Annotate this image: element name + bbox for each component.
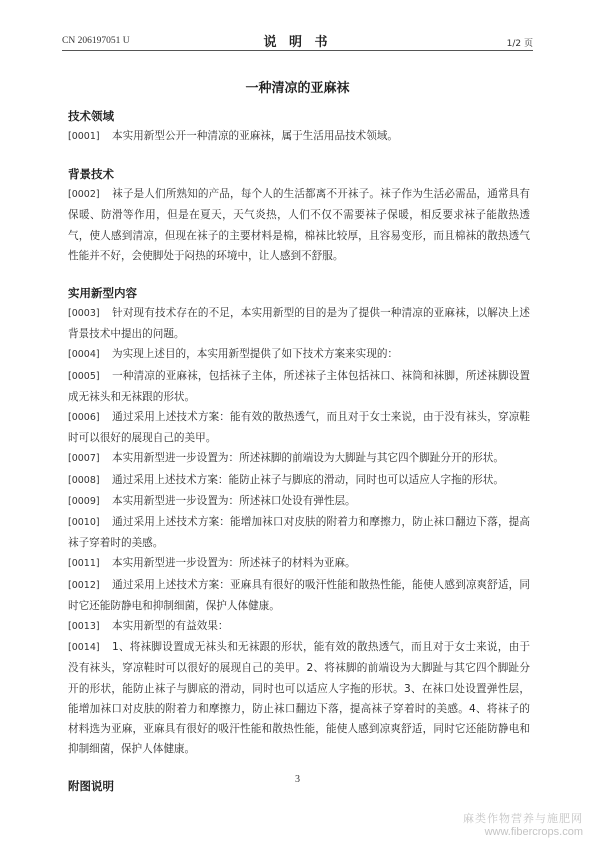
section-technical-field [68, 106, 530, 147]
document-type-heading: 说 明 书 [263, 35, 332, 50]
watermark-site-name: 麻类作物营养与施肥网 [463, 812, 583, 825]
paragraph-text: 本实用新型进一步设置为：所述袜子的材料为亚麻。 [112, 557, 356, 570]
paragraph [68, 407, 530, 448]
paragraph [68, 470, 530, 491]
paragraph [68, 512, 530, 553]
paragraph-text: 本实用新型进一步设置为：所述袜口处设有弹性层。 [112, 494, 356, 507]
paragraph-number: [0002] [68, 189, 100, 201]
paragraph [68, 616, 530, 637]
paragraph-number: [0005] [68, 370, 100, 382]
paragraph [68, 491, 530, 512]
document-title: 一种清凉的亚麻袜 [245, 81, 350, 96]
paragraph-number: [0004] [68, 349, 100, 361]
paragraph-number: [0007] [68, 453, 100, 465]
paragraph-text: 通过采用上述技术方案：能防止袜子与脚底的滑动，同时也可以适应人字拖的形状。 [112, 473, 504, 486]
paragraph-text: 通过采用上述技术方案：能有效的散热透气，而且对于女士来说，由于没有袜头，穿凉鞋时可以很好的展现自己的美甲。 [68, 411, 530, 445]
paragraph [68, 553, 530, 574]
paragraph-text: 袜子是人们所熟知的产品，每个人的生活都离不开袜子。袜子作为生活必需品，通常具有保暖、防滑等作用，但是在夏天，天气炎热，人们不仅不需要袜子保暖，相反要求袜子能散热透气，使人感到清凉，但现在袜子的主要材料是棉，棉袜比较厚，且容易变形，而且棉袜的散热透气性能并不好，会使脚处于闷热的环境中，让人感到不舒服。 [68, 188, 530, 262]
paragraph-text: 本实用新型的有益效果： [112, 620, 229, 633]
paragraph-text: 本实用新型进一步设置为：所述袜脚的前端设为大脚趾与其它四个脚趾分开的形状。 [112, 452, 504, 465]
section-background [68, 164, 530, 266]
section-heading: 技术领域 [68, 109, 114, 123]
paragraph-text: 一种清凉的亚麻袜，包括袜子主体，所述袜子主体包括袜口、袜筒和袜脚，所述袜脚设置成无袜头和无袜跟的形状。 [68, 369, 530, 403]
section-heading: 实用新型内容 [68, 286, 137, 301]
watermark [463, 810, 583, 838]
paragraph [68, 126, 530, 147]
paragraph [68, 344, 530, 365]
paragraph-text: 1、将袜脚设置成无袜头和无袜跟的形状，能有效的散热透气，而且对于女士来说，由于没有袜头，穿凉鞋时可以很好的展现自己的美甲。2、将袜脚的前端设为大脚趾与其它四个脚趾分开的形状，能防止袜子与脚底的滑动，同时也可以适应人字拖的形状。3、在袜口处设置弹性层，能增加袜口对皮肤的附着力和摩擦力，防止袜口翻边下落，提高袜子穿着时的美感。4、将袜子的材料选为亚麻，亚麻具有很好的吸汗性能和散热性能，能使人感到凉爽舒适，同时它还能防静电和抑制细菌，保护人体健康。 [68, 641, 530, 756]
paragraph-text: 为实现上述目的，本实用新型提供了如下技术方案来实现的： [112, 348, 399, 361]
paragraph-number: [0001] [68, 131, 100, 142]
section-heading: 附图说明 [68, 779, 114, 794]
document-body [68, 106, 530, 813]
paragraph-number: [0010] [68, 517, 100, 529]
paragraph [68, 448, 530, 469]
paragraph [68, 184, 530, 266]
paragraph-number: [0003] [68, 308, 100, 320]
paragraph-number: [0012] [68, 579, 100, 591]
paragraph-text: 本实用新型公开一种清凉的亚麻袜，属于生活用品技术领域。 [112, 130, 399, 142]
paragraph [68, 575, 530, 616]
paragraph-number: [0006] [68, 412, 100, 424]
patent-number: CN 206197051 U [62, 36, 130, 46]
section-heading: 背景技术 [68, 167, 114, 182]
paragraph-number: [0013] [68, 621, 100, 633]
paragraph [68, 303, 530, 344]
paragraph [68, 637, 530, 759]
paragraph-number: [0009] [68, 495, 100, 507]
paragraph-text: 通过采用上述技术方案：亚麻具有很好的吸汗性能和散热性能，能使人感到凉爽舒适，同时它还能防静电和抑制细菌，保护人体健康。 [68, 578, 530, 612]
paragraph-text: 通过采用上述技术方案：能增加袜口对皮肤的附着力和摩擦力，防止袜口翻边下落，提高袜子穿着时的美感。 [68, 516, 530, 550]
paragraph [68, 366, 530, 407]
paragraph-number: [0011] [68, 558, 100, 570]
section-utility-model-content [68, 283, 530, 759]
watermark-url: www.fibercrops.com [484, 826, 583, 838]
paragraph-number: [0014] [68, 642, 100, 654]
paragraph-text: 针对现有技术存在的不足，本实用新型的目的是为了提供一种清凉的亚麻袜，以解决上述背景技术中提出的问题。 [68, 307, 530, 341]
page-header [62, 32, 533, 51]
page-indicator: 1/2 页 [506, 39, 533, 49]
paragraph-number: [0008] [68, 474, 100, 486]
page-number: 3 [295, 774, 300, 785]
